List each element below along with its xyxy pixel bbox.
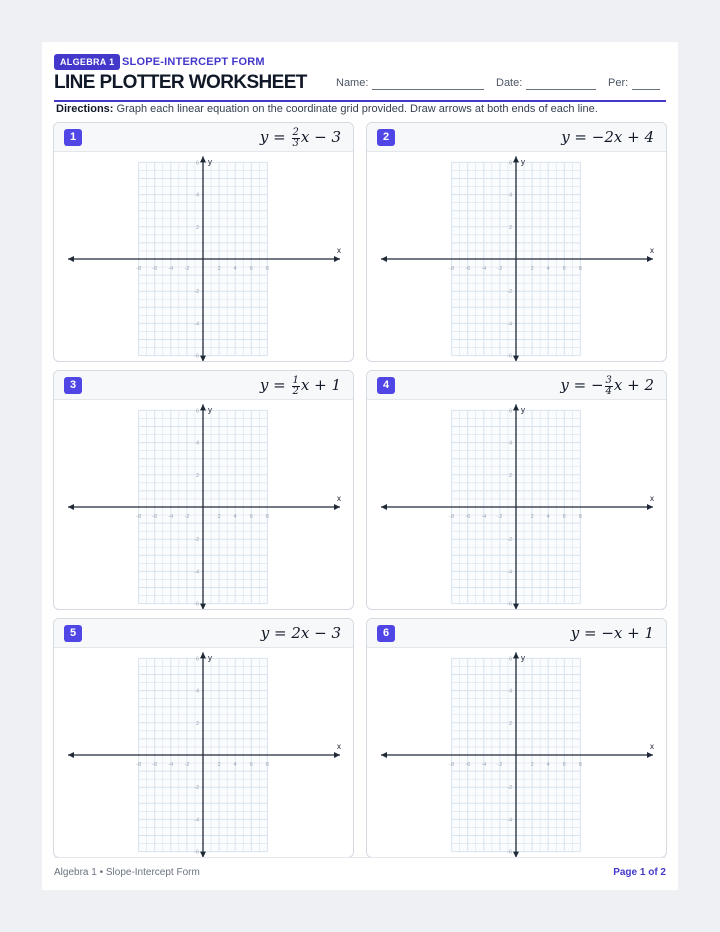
x-tick-label: -4 — [481, 762, 487, 768]
x-axis-arrow-left — [68, 256, 74, 262]
y-axis-arrow-down — [200, 356, 206, 361]
equation-end: x + 2 — [613, 376, 654, 394]
y-tick-label: 4 — [195, 440, 199, 447]
x-axis-label: x — [650, 246, 654, 255]
footer-divider — [54, 857, 666, 858]
x-tick-label: -8 — [449, 514, 455, 520]
x-tick-label: 6 — [249, 514, 253, 520]
y-axis-label: y — [208, 157, 212, 167]
coordinate-grid[interactable] — [54, 399, 353, 609]
x-tick-label: -2 — [497, 762, 503, 768]
problem-number: 2 — [377, 129, 395, 146]
equation-start: y = 2x − 3 — [260, 624, 341, 642]
x-tick-label: -6 — [152, 514, 158, 520]
date-label: Date: — [496, 77, 523, 89]
y-tick-label: 4 — [508, 192, 512, 199]
y-tick-label: 6 — [508, 656, 512, 663]
y-axis-label: y — [521, 653, 525, 663]
problem-equation — [261, 621, 341, 645]
slope-fraction — [292, 376, 300, 397]
y-axis-arrow-down — [513, 604, 519, 609]
x-axis-arrow-right — [334, 504, 340, 510]
y-tick-label: -6 — [507, 601, 512, 608]
x-tick-label: 6 — [249, 762, 253, 768]
coordinate-grid[interactable] — [367, 151, 666, 361]
slope-fraction — [605, 376, 613, 397]
y-tick-label: -2 — [507, 289, 512, 296]
x-tick-label: -6 — [465, 266, 471, 272]
fraction-numerator: 1 — [292, 374, 299, 386]
x-axis-label: x — [650, 742, 654, 751]
period-field[interactable] — [608, 76, 660, 90]
x-tick-label: 8 — [578, 514, 582, 520]
x-axis-arrow-right — [647, 256, 653, 262]
x-axis-arrow-right — [334, 256, 340, 262]
problem-card — [53, 618, 354, 858]
y-tick-label: 2 — [195, 224, 199, 231]
name-label: Name: — [336, 77, 369, 89]
directions-label: Directions: — [56, 103, 114, 115]
fraction-numerator: 3 — [605, 374, 612, 386]
problem-equation — [561, 125, 654, 149]
page-number: Page 1 of 2 — [613, 867, 666, 878]
x-tick-label: 8 — [578, 266, 582, 272]
equation-sign: − — [590, 376, 604, 394]
x-tick-label: -2 — [497, 514, 503, 520]
equation-end: x + 1 — [300, 376, 341, 394]
y-tick-label: 6 — [195, 160, 199, 167]
y-axis-label: y — [208, 405, 212, 415]
y-tick-label: 2 — [508, 720, 512, 727]
x-tick-label: -6 — [152, 762, 158, 768]
coordinate-grid[interactable] — [367, 647, 666, 857]
y-tick-label: 4 — [195, 688, 199, 695]
x-tick-label: -6 — [152, 266, 158, 272]
problem-header — [367, 123, 666, 152]
x-axis-arrow-right — [647, 504, 653, 510]
problem-card — [366, 618, 667, 858]
x-tick-label: -8 — [136, 762, 142, 768]
coordinate-grid[interactable] — [54, 151, 353, 361]
y-tick-label: -6 — [194, 353, 199, 360]
y-axis-arrow-down — [200, 604, 206, 609]
name-blank[interactable] — [372, 77, 484, 90]
fraction-denominator: 2 — [292, 385, 299, 397]
x-tick-label: 2 — [217, 762, 221, 768]
x-tick-label: 6 — [249, 266, 253, 272]
x-tick-label: 8 — [265, 762, 269, 768]
x-tick-label: -8 — [449, 762, 455, 768]
x-tick-label: 4 — [233, 266, 237, 272]
x-axis-label: x — [650, 494, 654, 503]
y-tick-label: 2 — [195, 720, 199, 727]
y-tick-label: -2 — [507, 785, 512, 792]
y-tick-label: -6 — [507, 353, 512, 360]
equation-start: y = — [560, 376, 591, 394]
x-tick-label: 2 — [217, 514, 221, 520]
problem-header — [54, 619, 353, 648]
y-tick-label: 2 — [195, 472, 199, 479]
problem-card — [366, 122, 667, 362]
date-blank[interactable] — [526, 77, 596, 90]
x-tick-label: 2 — [530, 514, 534, 520]
y-tick-label: 6 — [195, 408, 199, 415]
y-axis-arrow-up — [200, 156, 206, 162]
y-tick-label: -4 — [507, 817, 512, 824]
fraction-denominator: 4 — [605, 385, 612, 397]
x-tick-label: -4 — [481, 266, 487, 272]
problem-equation — [260, 373, 341, 397]
page-title: LINE PLOTTER WORKSHEET — [54, 72, 307, 93]
problem-equation — [571, 621, 654, 645]
period-label: Per: — [608, 77, 629, 89]
fraction-denominator: 3 — [292, 137, 299, 149]
x-tick-label: -2 — [497, 266, 503, 272]
x-tick-label: 6 — [562, 266, 566, 272]
y-tick-label: 4 — [195, 192, 199, 199]
y-tick-label: -2 — [507, 537, 512, 544]
y-tick-label: -4 — [194, 817, 199, 824]
problem-number: 3 — [64, 377, 82, 394]
x-axis-arrow-right — [647, 752, 653, 758]
y-axis-label: y — [521, 157, 525, 167]
y-axis-label: y — [521, 405, 525, 415]
y-axis-arrow-up — [513, 404, 519, 410]
x-tick-label: 6 — [562, 514, 566, 520]
y-tick-label: -4 — [507, 321, 512, 328]
x-tick-label: -4 — [168, 762, 174, 768]
topic-subtitle: SLOPE-INTERCEPT FORM — [122, 56, 265, 68]
x-axis-label: x — [337, 246, 341, 255]
problem-header — [367, 619, 666, 648]
y-tick-label: -2 — [194, 537, 199, 544]
problem-number: 1 — [64, 129, 82, 146]
problem-header — [54, 371, 353, 400]
coordinate-grid[interactable] — [367, 399, 666, 609]
y-tick-label: -4 — [194, 569, 199, 576]
problem-number: 5 — [64, 625, 82, 642]
y-tick-label: -6 — [194, 849, 199, 856]
student-fields — [336, 76, 666, 90]
y-tick-label: 4 — [508, 440, 512, 447]
x-tick-label: -2 — [184, 266, 190, 272]
y-tick-label: -6 — [507, 849, 512, 856]
y-tick-label: -2 — [194, 289, 199, 296]
x-tick-label: 4 — [233, 762, 237, 768]
x-tick-label: 8 — [578, 762, 582, 768]
x-tick-label: 8 — [265, 514, 269, 520]
equation-start: y = −2x + 4 — [561, 128, 654, 146]
y-tick-label: 6 — [195, 656, 199, 663]
x-tick-label: -2 — [184, 514, 190, 520]
x-axis-arrow-left — [68, 504, 74, 510]
x-tick-label: -4 — [168, 266, 174, 272]
y-tick-label: -4 — [507, 569, 512, 576]
y-tick-label: 6 — [508, 408, 512, 415]
y-tick-label: 6 — [508, 160, 512, 167]
x-tick-label: -4 — [168, 514, 174, 520]
x-tick-label: -6 — [465, 514, 471, 520]
fraction-numerator: 2 — [292, 126, 299, 138]
x-tick-label: -8 — [136, 514, 142, 520]
x-tick-label: 2 — [530, 762, 534, 768]
x-tick-label: -2 — [184, 762, 190, 768]
problem-card — [366, 370, 667, 610]
equation-start: y = −x + 1 — [570, 624, 654, 642]
problem-number: 6 — [377, 625, 395, 642]
y-axis-arrow-up — [200, 404, 206, 410]
equation-start: y = — [259, 128, 291, 146]
y-tick-label: 2 — [508, 472, 512, 479]
x-tick-label: -6 — [465, 762, 471, 768]
problem-number: 4 — [377, 377, 395, 394]
y-axis-arrow-down — [513, 356, 519, 361]
x-axis-arrow-left — [381, 256, 387, 262]
y-tick-label: -6 — [194, 601, 199, 608]
slope-fraction — [292, 128, 300, 149]
problem-card — [53, 122, 354, 362]
x-axis-label: x — [337, 742, 341, 751]
worksheet-page — [42, 42, 678, 890]
problem-header — [367, 371, 666, 400]
equation-end: x − 3 — [300, 128, 341, 146]
worksheet-header — [54, 52, 666, 102]
directions-text: Graph each linear equation on the coordinate grid provided. Draw arrows at both ends of each line. — [116, 103, 598, 115]
x-axis-label: x — [337, 494, 341, 503]
x-tick-label: 8 — [265, 266, 269, 272]
x-tick-label: -4 — [481, 514, 487, 520]
x-tick-label: 6 — [562, 762, 566, 768]
x-axis-arrow-left — [381, 752, 387, 758]
x-axis-arrow-left — [68, 752, 74, 758]
x-tick-label: 2 — [530, 266, 534, 272]
coordinate-grid[interactable] — [54, 647, 353, 857]
x-tick-label: 4 — [546, 514, 550, 520]
x-axis-arrow-right — [334, 752, 340, 758]
x-tick-label: 4 — [546, 762, 550, 768]
y-axis-label: y — [208, 653, 212, 663]
problem-equation — [560, 373, 654, 397]
problem-header — [54, 123, 353, 152]
y-tick-label: -4 — [194, 321, 199, 328]
y-tick-label: -2 — [194, 785, 199, 792]
x-tick-label: -8 — [449, 266, 455, 272]
x-tick-label: -8 — [136, 266, 142, 272]
y-axis-arrow-up — [513, 652, 519, 658]
footer-course: Algebra 1 • Slope-Intercept Form — [54, 867, 200, 878]
course-badge: ALGEBRA 1 — [54, 54, 120, 70]
problem-equation — [260, 125, 341, 149]
y-tick-label: 4 — [508, 688, 512, 695]
y-axis-arrow-up — [200, 652, 206, 658]
directions — [56, 102, 598, 116]
problem-card — [53, 370, 354, 610]
period-blank[interactable] — [632, 77, 660, 90]
x-tick-label: 4 — [546, 266, 550, 272]
x-axis-arrow-left — [381, 504, 387, 510]
equation-start: y = — [259, 376, 291, 394]
y-tick-label: 2 — [508, 224, 512, 231]
name-field[interactable] — [336, 76, 484, 90]
date-field[interactable] — [496, 76, 596, 90]
x-tick-label: 4 — [233, 514, 237, 520]
x-tick-label: 2 — [217, 266, 221, 272]
y-axis-arrow-up — [513, 156, 519, 162]
